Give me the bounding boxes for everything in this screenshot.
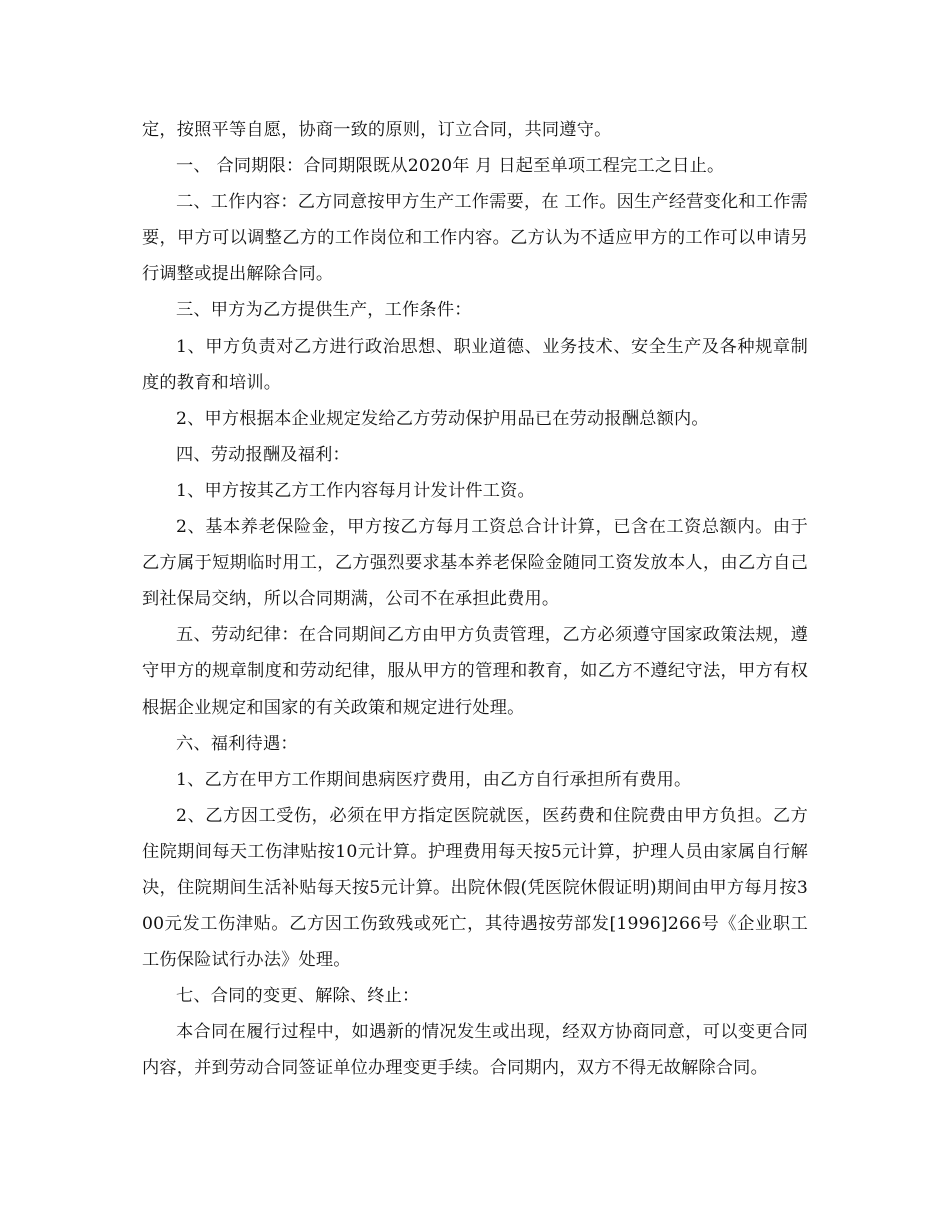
paragraph-12: 1、乙方在甲方工作期间患病医疗费用，由乙方自行承担所有费用。 [176,769,692,790]
document-body [142,112,808,1087]
paragraph-10: 五、劳动纪律：在合同期间乙方由甲方负责管理，乙方必须遵守国家政策法规，遵守甲方的规章制度和劳动纪律，服从甲方的管理和教育，如乙方不遵纪守法，甲方有权根据企业规定和国家的有关政策和规定进行处理。 [142,625,808,718]
paragraph-4: 三、甲方为乙方提供生产，工作条件： [176,300,472,321]
paragraph-8: 1、甲方按其乙方工作内容每月计发计件工资。 [176,480,535,501]
paragraph-7: 四、劳动报酬及福利： [176,444,350,465]
paragraph-2: 一、 合同期限：合同期限既从2020年 月 日起至单项工程完工之日止。 [176,156,725,177]
paragraph-1: 定，按照平等自愿，协商一致的原则，订立合同，共同遵守。 [142,120,612,140]
paragraph-9: 2、基本养老保险金，甲方按乙方每月工资总合计计算，已含在工资总额内。由于乙方属于短期临时用工，乙方强烈要求基本养老保险金随同工资发放本人，由乙方自己到社保局交纳，所以合同期满，公司不在承担此费用。 [142,517,808,610]
paragraph-14: 七、合同的变更、解除、终止： [176,986,420,1007]
paragraph-5: 1、甲方负责对乙方进行政治思想、职业道德、业务技术、安全生产及各种规章制度的教育和培训。 [142,336,808,393]
paragraph-15: 本合同在履行过程中，如遇新的情况发生或出现，经双方协商同意，可以变更合同内容，并到劳动合同签证单位办理变更手续。合同期内，双方不得无故解除合同。 [142,1022,808,1079]
paragraph-13: 2、乙方因工受伤，必须在甲方指定医院就医，医药费和住院费由甲方负担。乙方住院期间每天工伤津贴按10元计算。护理费用每天按5元计算，护理人员由家属自行解决，住院期间生活补贴每天按5元计算。出院休假(凭医院休假证明)期间由甲方每月按300元发工伤津贴。乙方因工伤致残或死亡，其待遇按劳部发[1996]266号《企业职工工伤保险试行办法》处理。 [142,805,808,971]
paragraph-3: 二、工作内容：乙方同意按甲方生产工作需要，在 工作。因生产经营变化和工作需要，甲方可以调整乙方的工作岗位和工作内容。乙方认为不适应甲方的工作可以申请另行调整或提出解除合同。 [142,192,808,285]
paragraph-11: 六、福利待遇： [176,733,298,754]
paragraph-6: 2、甲方根据本企业规定发给乙方劳动保护用品已在劳动报酬总额内。 [176,408,709,429]
